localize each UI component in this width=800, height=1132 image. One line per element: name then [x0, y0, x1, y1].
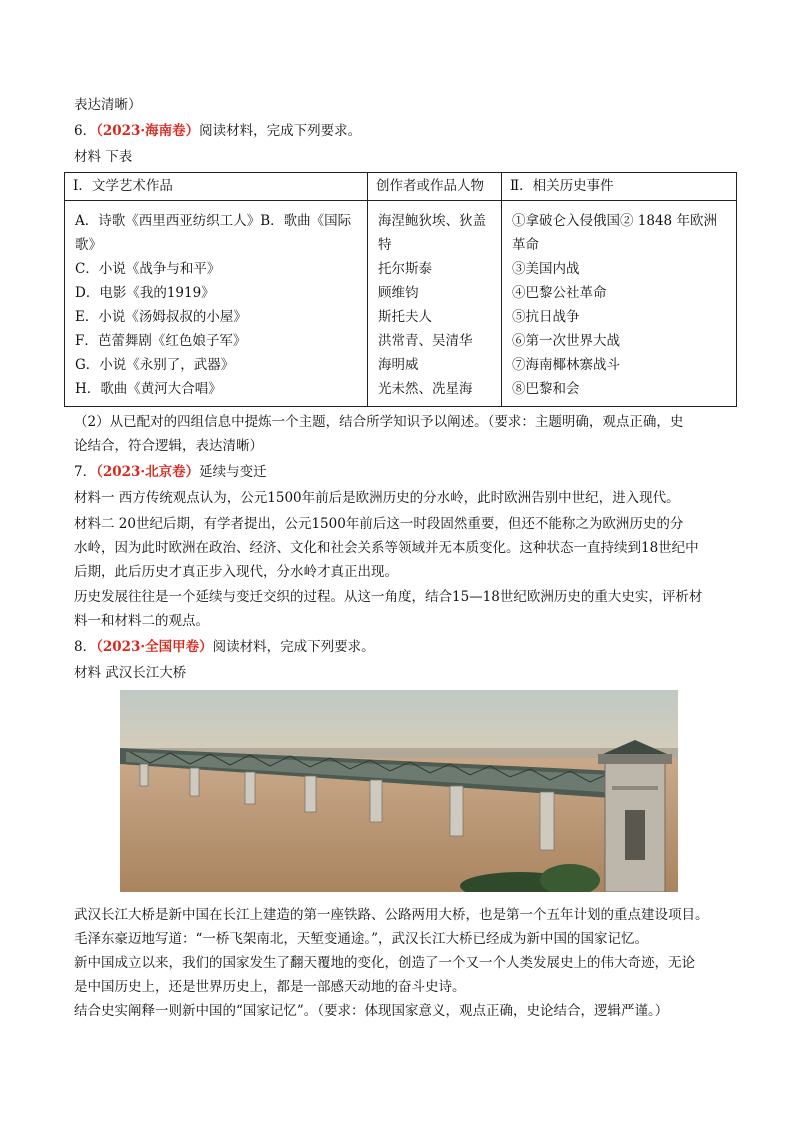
table-header-row — [65, 173, 737, 201]
table-cell: D．电影《我的1919》 — [75, 285, 215, 301]
table-header: Ⅰ．文学艺术作品 — [65, 173, 368, 201]
table-cell: 革命 — [512, 237, 539, 253]
table-cell: ⑦海南椰林寨战斗 — [512, 357, 620, 373]
text-line: 表达清晰） — [74, 97, 142, 113]
table-cell: 洪常青、吴清华 — [378, 333, 473, 349]
bridge-illustration — [120, 690, 678, 892]
table-cell: 海明威 — [378, 357, 419, 373]
question-7-prompt-cont: 料一和材料二的观点。 — [74, 613, 209, 629]
events-column — [502, 201, 737, 407]
material-label: 材料 武汉长江大桥 — [74, 665, 187, 681]
material-2-cont: 后期，此后历史才真正步入现代，分水岭才真正出现。 — [74, 564, 398, 580]
table-cell: 海涅鲍狄埃、狄盖 — [378, 213, 486, 229]
question-7-prompt: 历史发展往往是一个延续与变迁交织的过程。从这一角度，结合15—18世纪欧洲历史的重大史实，评析材 — [74, 589, 703, 605]
table-row — [65, 201, 737, 407]
description-line: 新中国成立以来，我们的国家发生了翻天覆地的变化，创造了一个又一个人类发展史上的伟大奇迹，无论 — [74, 955, 695, 971]
table-cell: E．小说《汤姆叔叔的小屋》 — [75, 309, 247, 325]
table-cell: ⑥第一次世界大战 — [512, 333, 620, 349]
question-6-part2-cont: 论结合，符合逻辑，表达清晰） — [74, 438, 263, 454]
table-cell: ④巴黎公社革命 — [512, 285, 607, 301]
material-2-cont: 水岭，因为此时欧洲在政治、经济、文化和社会关系等领域并无本质变化。这种状态一直持续到18世纪中 — [74, 540, 699, 556]
creators-column — [368, 201, 502, 407]
table-cell: ⑤抗日战争 — [512, 309, 580, 325]
table-header: Ⅱ．相关历史事件 — [502, 173, 737, 201]
table-cell: 顾维钧 — [378, 285, 419, 301]
material-table — [64, 172, 737, 407]
works-column — [65, 201, 368, 407]
bridge-photo — [120, 690, 678, 892]
table-cell: 歌》 — [75, 237, 102, 253]
table-cell: ③美国内战 — [512, 261, 580, 277]
question-8-prompt: 结合史实阐释一则新中国的“国家记忆”。（要求：体现国家意义，观点正确，史论结合，逻辑严谨。） — [74, 1003, 669, 1019]
question-number: 6． — [74, 123, 97, 139]
table-cell: 特 — [378, 237, 392, 253]
question-number: 7． — [74, 464, 97, 480]
table-cell: 斯托夫人 — [378, 309, 432, 325]
table-cell: 光未然、冼星海 — [378, 381, 473, 397]
table-header: 创作者或作品人物 — [368, 173, 502, 201]
description-line: 武汉长江大桥是新中国在长江上建造的第一座铁路、公路两用大桥，也是第一个五年计划的重点建设项目。 — [74, 907, 709, 923]
material-label: 材料 下表 — [74, 149, 133, 165]
question-source: （2023·海南卷） — [96, 123, 200, 139]
question-instruction: 阅读材料，完成下列要求。 — [212, 639, 375, 655]
description-line: 毛泽东豪迈地写道：“一桥飞架南北，天堑变通途。”，武汉长江大桥已经成为新中国的国家记忆。 — [74, 931, 649, 947]
question-source: （2023·北京卷） — [96, 464, 200, 480]
table-cell: H．歌曲《黄河大合唱》 — [75, 381, 222, 397]
question-8-heading — [74, 637, 375, 657]
table-cell: 托尔斯泰 — [378, 261, 432, 277]
question-source: （2023·全国甲卷） — [96, 639, 213, 655]
description-line: 是中国历史上，还是世界历史上，都是一部感天动地的奋斗史诗。 — [74, 979, 466, 995]
material-2: 材料二 20世纪后期，有学者提出，公元1500年前后这一时段固然重要，但还不能称之为欧洲历史的分 — [74, 516, 684, 532]
material-1: 材料一 西方传统观点认为，公元1500年前后是欧洲历史的分水岭，此时欧洲告别中世纪，进入现代。 — [74, 490, 680, 506]
table-cell: F．芭蕾舞剧《红色娘子军》 — [75, 333, 247, 349]
table-cell: G．小说《永别了，武器》 — [75, 357, 235, 373]
question-6-heading — [74, 121, 361, 141]
question-number: 8． — [74, 639, 97, 655]
question-instruction: 延续与变迁 — [199, 464, 267, 480]
table-cell: ⑧巴黎和会 — [512, 381, 580, 397]
question-6-part2: （2）从已配对的四组信息中提炼一个主题，结合所学知识予以阐述。（要求：主题明确，观点正确，史 — [74, 414, 684, 430]
question-7-heading — [74, 462, 267, 482]
table-cell: C．小说《战争与和平》 — [75, 261, 221, 277]
table-cell: ①拿破仑入侵俄国② 1848 年欧洲 — [512, 213, 717, 229]
question-instruction: 阅读材料，完成下列要求。 — [199, 123, 362, 139]
table-cell: A．诗歌《西里西亚纺织工人》B．歌曲《国际 — [75, 213, 352, 229]
